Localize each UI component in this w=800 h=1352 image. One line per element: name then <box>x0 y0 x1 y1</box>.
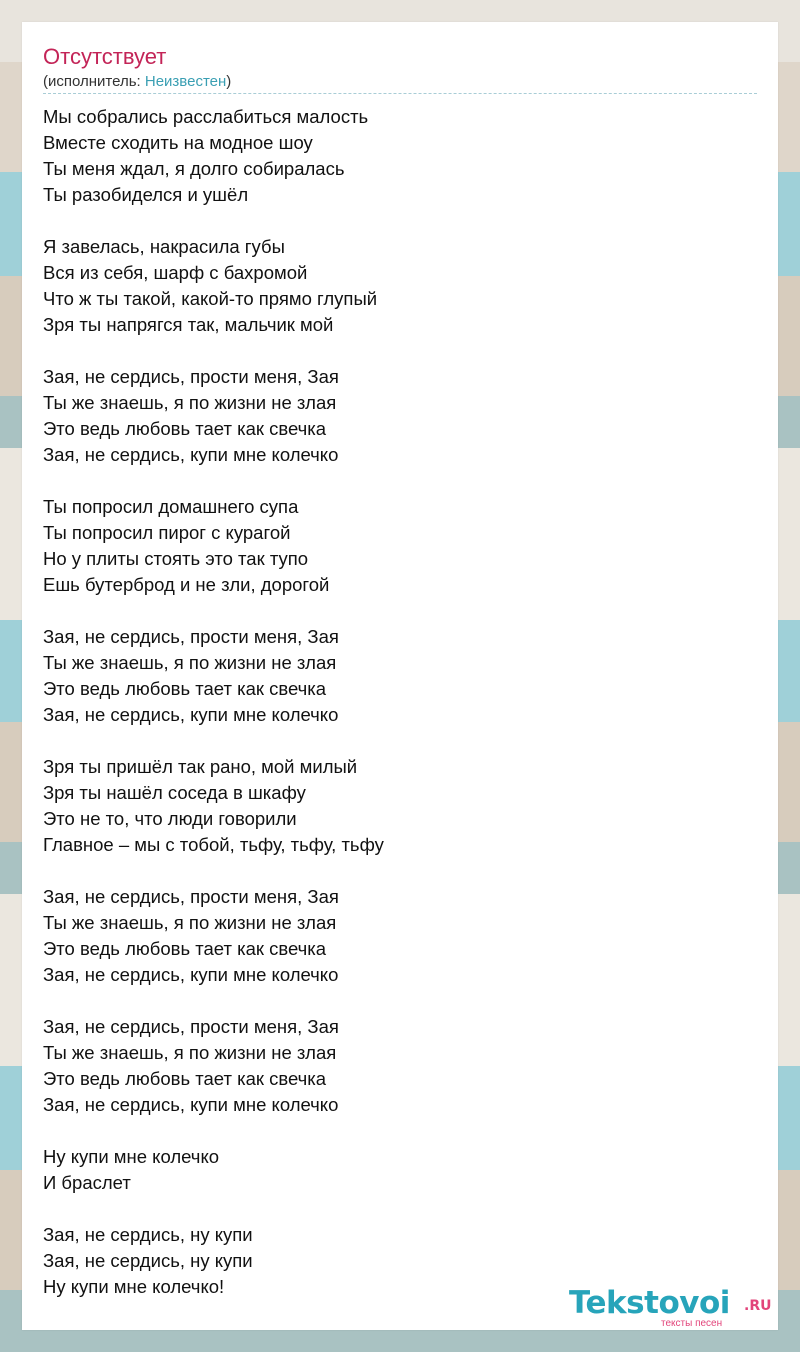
lyric-line: Зря ты напрягся так, мальчик мой <box>43 314 334 335</box>
lyric-line: Ты же знаешь, я по жизни не злая <box>43 652 337 673</box>
lyric-line: Зая, не сердись, прости меня, Зая <box>43 886 339 907</box>
lyric-line: И браслет <box>43 1172 131 1193</box>
lyric-line: Ешь бутерброд и не зли, дорогой <box>43 574 330 595</box>
lyric-line <box>43 858 757 884</box>
lyric-line: Вместе сходить на модное шоу <box>43 132 313 153</box>
song-title: Отсутствует <box>43 44 167 69</box>
lyric-line: Мы собрались расслабиться малость <box>43 106 369 127</box>
lyric-line: Ну купи мне колечко <box>43 1146 220 1167</box>
lyric-line <box>43 338 757 364</box>
lyric-line: Зая, не сердись, ну купи <box>43 1250 253 1271</box>
lyric-line: Зая, не сердись, прости меня, Зая <box>43 366 339 387</box>
lyric-line: Ты же знаешь, я по жизни не злая <box>43 1042 337 1063</box>
lyric-line: Ты же знаешь, я по жизни не злая <box>43 912 337 933</box>
lyric-line: Зая, не сердись, купи мне колечко <box>43 704 339 725</box>
lyric-line: Зая, не сердись, прости меня, Зая <box>43 626 339 647</box>
lyric-line <box>43 468 757 494</box>
lyrics-text <box>43 104 757 1300</box>
lyric-line: Но у плиты стоять это так тупо <box>43 548 309 569</box>
lyrics-card <box>22 22 778 1330</box>
lyric-line: Зая, не сердись, купи мне колечко <box>43 1094 339 1115</box>
artist-link[interactable]: Неизвестен <box>144 73 227 90</box>
lyric-line: Главное – мы с тобой, тьфу, тьфу, тьфу <box>43 834 384 855</box>
lyric-line: Ты разобиделся и ушёл <box>43 184 249 205</box>
lyric-line <box>43 988 757 1014</box>
site-logo[interactable] <box>569 1285 779 1335</box>
lyric-line: Что ж ты такой, какой-то прямо глупый <box>43 288 378 309</box>
lyric-line: Это ведь любовь тает как свечка <box>43 678 327 699</box>
lyric-line <box>43 1196 757 1222</box>
logo-tld: .RU <box>744 1298 772 1314</box>
lyric-line: Зая, не сердись, прости меня, Зая <box>43 1016 339 1037</box>
lyric-line: Ты меня ждал, я долго собиралась <box>43 158 345 179</box>
lyric-line: Ну купи мне колечко! <box>43 1276 225 1297</box>
lyric-line: Зря ты нашёл соседа в шкафу <box>43 782 306 803</box>
lyric-line <box>43 598 757 624</box>
lyric-line: Зая, не сердись, купи мне колечко <box>43 444 339 465</box>
lyric-line: Ты попросил домашнего супа <box>43 496 299 517</box>
lyric-line: Я завелась, накрасила губы <box>43 236 285 257</box>
lyric-line: Это ведь любовь тает как свечка <box>43 1068 327 1089</box>
lyric-line: Зря ты пришёл так рано, мой милый <box>43 756 358 777</box>
lyric-line: Это ведь любовь тает как свечка <box>43 938 327 959</box>
lyric-line: Ты же знаешь, я по жизни не злая <box>43 392 337 413</box>
lyric-line: Это не то, что люди говорили <box>43 808 297 829</box>
lyric-line: Зая, не сердись, купи мне колечко <box>43 964 339 985</box>
artist-line <box>43 73 231 91</box>
lyric-line: Вся из себя, шарф с бахромой <box>43 262 308 283</box>
lyric-line: Ты попросил пирог с курагой <box>43 522 291 543</box>
lyric-line: Это ведь любовь тает как свечка <box>43 418 327 439</box>
artist-suffix: ) <box>226 73 232 90</box>
dashed-divider <box>43 93 757 94</box>
lyric-line <box>43 208 757 234</box>
artist-prefix: (исполнитель: <box>43 73 145 90</box>
lyric-line: Зая, не сердись, ну купи <box>43 1224 253 1245</box>
logo-tagline: тексты песен <box>661 1318 723 1329</box>
lyric-line <box>43 1118 757 1144</box>
logo-wordmark: Tekstovoi <box>569 1285 730 1321</box>
lyric-line <box>43 728 757 754</box>
